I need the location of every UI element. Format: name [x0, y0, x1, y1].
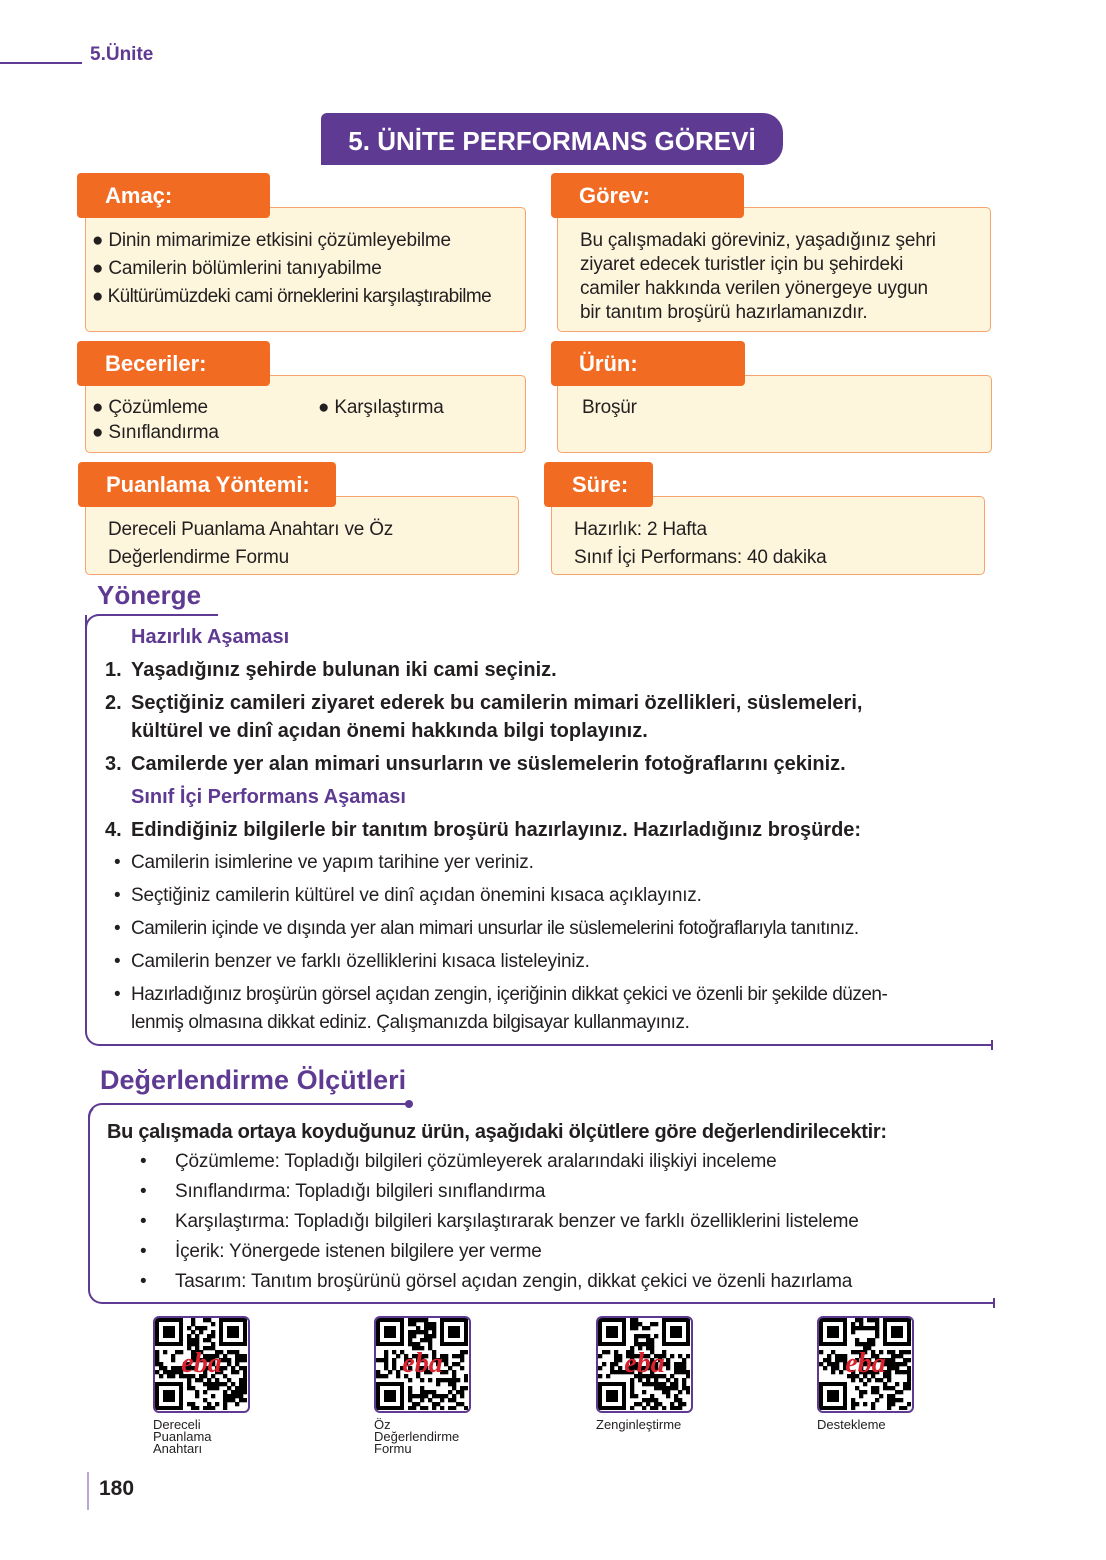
urun-tab: Ürün:: [551, 341, 745, 386]
puanlama-box: [85, 496, 519, 575]
page-number-rule: [87, 1472, 89, 1510]
gorev-box: [557, 207, 991, 332]
amac-item-text: Kültürümüzdeki cami örneklerini karşılaştırabilme: [107, 286, 492, 307]
gorev-tab: Görev:: [551, 173, 744, 218]
yonerge-frame-end: [991, 1040, 993, 1050]
urun-text: Broşür: [582, 397, 637, 418]
step-text: Yaşadığınız şehirde bulunan iki cami seçiniz.: [131, 659, 557, 681]
qr-label: Öz Değerlendirme Formu: [374, 1417, 460, 1456]
yonerge-frame-top: [96, 614, 218, 616]
step-text: Camilerde yer alan mimari unsurların ve süslemelerin fotoğraflarını çekiniz.: [131, 753, 846, 775]
step-text: Seçtiğiniz camileri ziyaret ederek bu camilerin mimari özellikleri, süslemeleri,: [131, 692, 863, 714]
beceri-text: Karşılaştırma: [334, 397, 444, 418]
gorev-line: Bu çalışmadaki göreviniz, yaşadığınız şehri: [580, 230, 936, 251]
beceri-item: ● Karşılaştırma: [318, 397, 444, 418]
sure-box: [551, 496, 985, 575]
puanlama-line: Dereceli Puanlama Anahtarı ve Öz: [108, 519, 394, 540]
olcut-text: Çözümleme: Topladığı bilgileri çözümleyerek aralarındaki ilişkiyi inceleme: [175, 1151, 777, 1172]
olcut-dot: •: [140, 1211, 147, 1232]
urun-box: [557, 375, 992, 453]
amac-item: ● Dinin mimarimize etkisini çözümleyebilme: [92, 230, 451, 251]
bullet-dot: •: [114, 984, 121, 1005]
bullet-text: Seçtiğiniz camilerin kültürel ve dinî açıdan önemini kısaca açıklayınız.: [131, 885, 702, 906]
sure-line: Hazırlık: 2 Hafta: [574, 519, 707, 540]
phase-sinif-ici: Sınıf İçi Performans Aşaması: [131, 786, 406, 808]
gorev-line: bir tanıtım broşürü hazırlamanızdır.: [580, 302, 868, 323]
step-text: kültürel ve dinî açıdan önemi hakkında bilgi toplayınız.: [131, 720, 648, 742]
step-num: 1.: [105, 659, 122, 681]
bullet-dot: •: [114, 852, 121, 873]
gorev-line: camiler hakkında verilen yönergeye uygun: [580, 278, 928, 299]
page-title: 5. ÜNİTE PERFORMANS GÖREVİ: [321, 113, 783, 165]
unit-label: 5.Ünite: [90, 44, 154, 65]
olcutler-frame-end: [993, 1298, 995, 1308]
olcut-dot: •: [140, 1241, 147, 1262]
eba-logo: eba: [845, 1348, 886, 1379]
olcut-dot: •: [140, 1181, 147, 1202]
amac-item-text: Camilerin bölümlerini tanıyabilme: [108, 258, 382, 279]
qr-label: Destekleme: [817, 1417, 886, 1432]
yonerge-heading: Yönerge: [97, 580, 202, 610]
beceri-text: Sınıflandırma: [108, 422, 219, 443]
eba-logo: eba: [624, 1348, 665, 1379]
qr-code-zenginlestirme[interactable]: [596, 1316, 693, 1413]
olcutler-intro: Bu çalışmada ortaya koyduğunuz ürün, aşağıdaki ölçütlere göre değerlendirilecektir:: [107, 1121, 887, 1143]
olcut-dot: •: [140, 1151, 147, 1172]
step-num: 3.: [105, 753, 122, 775]
olcut-text: Sınıflandırma: Topladığı bilgileri sınıflandırma: [175, 1181, 546, 1202]
qr-label: Dereceli Puanlama Anahtarı: [153, 1417, 212, 1456]
step-num: 4.: [105, 819, 122, 841]
olcut-text: İçerik: Yönergede istenen bilgilere yer verme: [175, 1241, 542, 1262]
beceriler-tab: Beceriler:: [77, 341, 270, 386]
bullet-dot: •: [114, 885, 121, 906]
gorev-line: ziyaret edecek turistler için bu şehirdeki: [580, 254, 904, 275]
puanlama-line: Değerlendirme Formu: [108, 547, 289, 568]
qr-label: Zenginleştirme: [596, 1417, 682, 1432]
beceri-item: ● Çözümleme: [92, 397, 208, 418]
phase-hazirlik: Hazırlık Aşaması: [131, 626, 290, 648]
bullet-text: Camilerin benzer ve farklı özelliklerini kısaca listeleyiniz.: [131, 951, 590, 972]
olcut-text: Tasarım: Tanıtım broşürünü görsel açıdan zengin, dikkat çekici ve özenli hazırlama: [175, 1271, 853, 1292]
page-number: 180: [99, 1477, 135, 1500]
amac-item-text: Dinin mimarimize etkisini çözümleyebilme: [108, 230, 451, 251]
sure-tab: Süre:: [544, 462, 653, 507]
header-rule: [0, 62, 82, 64]
olcutler-frame-dot: [405, 1100, 413, 1108]
bullet-dot: •: [114, 951, 121, 972]
olcut-dot: •: [140, 1271, 147, 1292]
step-text: Edindiğiniz bilgilerle bir tanıtım broşürü hazırlayınız. Hazırladığınız broşürde:: [131, 819, 862, 841]
eba-logo: eba: [181, 1348, 222, 1379]
sure-line: Sınıf İçi Performans: 40 dakika: [574, 547, 827, 568]
olcut-text: Karşılaştırma: Topladığı bilgileri karşılaştırarak benzer ve farklı özelliklerini listeleme: [175, 1211, 859, 1232]
olcutler-frame-top: [88, 1103, 410, 1119]
puanlama-tab: Puanlama Yöntemi:: [78, 462, 336, 507]
beceri-text: Çözümleme: [108, 397, 208, 418]
amac-item: ● Kültürümüzdeki cami örneklerini karşılaştırabilme: [92, 286, 492, 307]
olcutler-heading: Değerlendirme Ölçütleri: [100, 1065, 407, 1095]
amac-box: [85, 207, 526, 332]
qr-code-dereceli[interactable]: [153, 1316, 250, 1413]
qr-code-oz-degerlendirme[interactable]: [374, 1316, 471, 1413]
bullet-text: Hazırladığınız broşürün görsel açıdan zengin, içeriğinin dikkat çekici ve özenli bir şekilde düzen-: [131, 984, 888, 1005]
qr-code-destekleme[interactable]: [817, 1316, 914, 1413]
amac-tab: Amaç:: [77, 173, 270, 218]
bullet-dot: •: [114, 918, 121, 939]
bullet-text: Camilerin isimlerine ve yapım tarihine yer veriniz.: [131, 852, 534, 873]
eba-logo: eba: [402, 1348, 443, 1379]
bullet-text: Camilerin içinde ve dışında yer alan mimari unsurlar ile süslemelerini fotoğraflarıyla tanıtınız.: [131, 918, 859, 939]
step-num: 2.: [105, 692, 122, 714]
bullet-text: lenmiş olmasına dikkat ediniz. Çalışmanızda bilgisayar kullanmayınız.: [131, 1012, 690, 1033]
beceri-item: ● Sınıflandırma: [92, 422, 219, 443]
amac-item: ● Camilerin bölümlerini tanıyabilme: [92, 258, 382, 279]
beceriler-box: [85, 375, 526, 453]
